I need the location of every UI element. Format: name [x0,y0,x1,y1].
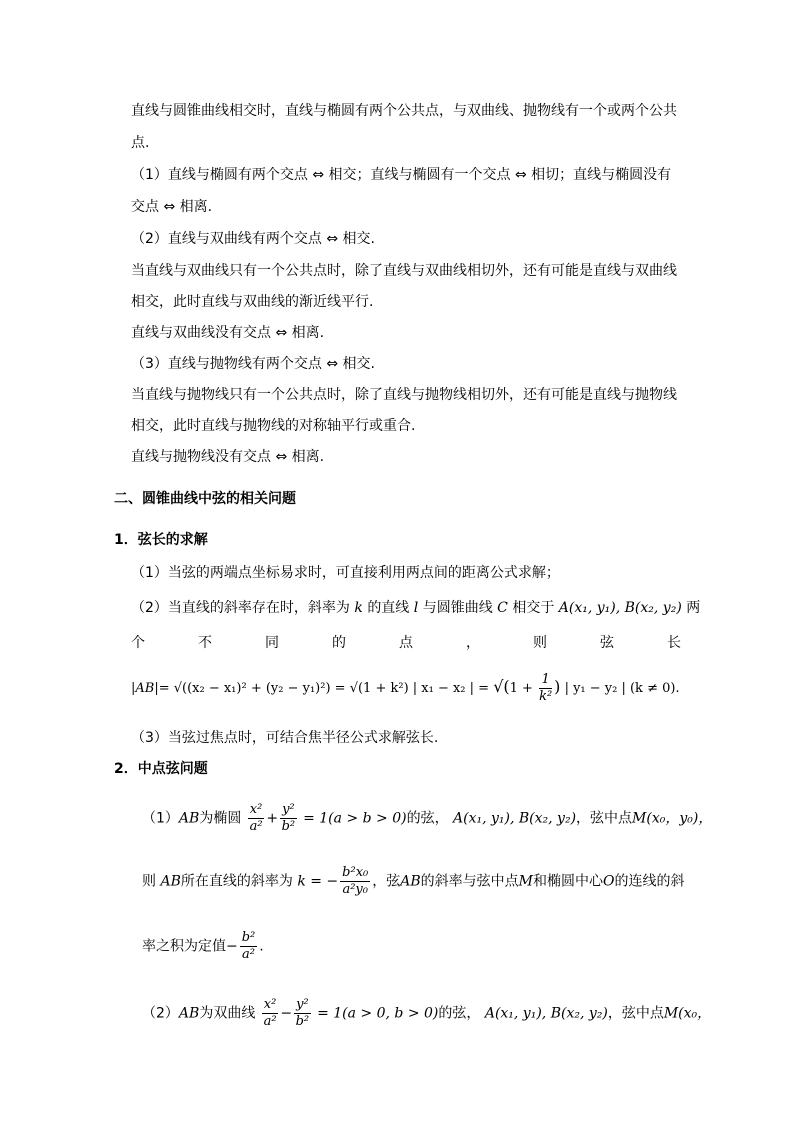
formula-tail: | y₁ − y₂ | (k ≠ 0). [564,681,680,696]
mp1-ab: AB [178,810,200,827]
chord-para-2-d: 相交于 [512,600,555,616]
mp2-m: M [518,873,533,890]
spread-word: ， [466,635,480,651]
chord-para-1: （1）当弦的两端点坐标易求时，可直接利用两点间的距离公式求解； [131,565,560,581]
midpoint-para-2 [142,865,684,898]
para-line-12: 直线与抛物线没有交点 ⇔ 相离. [131,449,325,465]
section-title: 二、圆锥曲线中弦的相关问题 [114,491,296,507]
mp1-ellipse: 为椭圆 [199,810,242,827]
mp2-a: 则 [142,873,156,890]
chord-para-3: （3）当弦过焦点时，可结合焦半径公式求解弦长. [131,730,439,746]
frac-b2x0-a2y0: $\frac{\text{b²x₀}}{\text{a²y₀}}$ [342,865,369,897]
spread-word: 同 [265,635,279,651]
para-line-7: 相交，此时直线与双曲线的渐近线平行. [131,294,374,310]
frac-x2-a2-h: $\frac{\text{x²}}{\text{a²}}$ [263,997,277,1029]
frac-b2-a2: $\frac{\text{b²}}{\text{a²}}$ [241,930,256,962]
mp4-m: M(x₀， [663,1005,712,1022]
formula-ab: |AB| [131,681,159,696]
para-line-2: 点. [131,135,150,151]
para-line-5: （2）直线与双曲线有两个交点 ⇔ 相交. [131,231,375,247]
spread-line [131,633,681,653]
line-l: l [413,600,419,616]
chord-para-2 [131,598,700,618]
formula-fraction: $\frac{1}{\text{k²}}$ [539,672,553,704]
spread-word: 个 [131,635,145,651]
mp2-ab2: AB [400,873,421,890]
mp4-pts: A(x₁, y₁), B(x₂, y₂) [484,1005,608,1022]
mp4-cond: = 1(a > 0, b > 0) [312,1005,439,1022]
midpoint-para-1: （1）AB为椭圆 $\frac{\text{x²}}{\text{a²}}$ + $\frac{\text{y²}}{\text{b²}}$ = 1(a > b > 0)的弦， A(x₁, y₁), B(x₂, y₂)，弦中点M(x₀，y₀)， [142,802,713,834]
mp1-pts: A(x₁, y₁), B(x₂, y₂) [453,810,577,827]
mp1-c: 的弦， [406,810,449,827]
chord-para-2-e: 两 [686,600,701,616]
mp4-d: ，弦中点 [607,1005,664,1022]
chord-para-2-c: 与圆锥曲线 [422,600,493,616]
mp1-cond: = 1(a > b > 0) [298,810,407,827]
subsection-2-title: 2．中点弦问题 [114,761,208,777]
mp1-label: （1） [142,810,179,827]
mp2-o: O [603,873,615,890]
spread-word: 长 [667,635,681,651]
para-line-10: 当直线与抛物线只有一个公共点时，除了直线与抛物线相切外，还有可能是直线与抛物线 [131,387,677,403]
frac-y2-b2-h: $\frac{\text{y²}}{\text{b²}}$ [295,997,310,1029]
spread-word: 则 [533,635,547,651]
formula-one-plus: 1 + [509,681,538,696]
mp2-k: k = − [297,873,339,890]
frac-y2-b2: $\frac{\text{y²}}{\text{b²}}$ [281,802,296,834]
chord-length-formula: |AB|= √((x₂ − x₁)² + (y₂ − y₁)²) = √(1 + k²) | x₁ − x₂ | = √(1 + $\frac{1}{\text{k²}}$ ) | y₁ − y₂ | (k ≠ 0). [131,672,680,704]
curve-c: C [497,600,508,616]
mp1-d: ，弦中点 [576,810,633,827]
mp2-f: 的连线的斜 [614,873,685,890]
mp1-m: M(x₀，y₀)， [632,810,713,827]
subsection-1-title: 1．弦长的求解 [114,532,208,548]
para-line-9: （3）直线与抛物线有两个交点 ⇔ 相交. [131,356,375,372]
formula-part-1: = √((x₂ − x₁)² + (y₂ − y₁)²) = √(1 + k²) | x₁ − x₂ | = [158,681,494,696]
spread-word: 的 [332,635,346,651]
mp4-c: 的弦， [438,1005,481,1022]
mp2-e: 和椭圆中心 [533,873,603,890]
points-ab: A(x₁, y₁), B(x₂, y₂) [558,600,682,616]
mp3-minus: − [226,938,238,955]
para-line-4: 交点 ⇔ 相离. [131,199,213,215]
para-line-1: 直线与圆锥曲线相交时，直线与椭圆有两个公共点，与双曲线、抛物线有一个或两个公共 [131,103,677,119]
midpoint-para-4: （2）AB为双曲线 $\frac{\text{x²}}{\text{a²}}$ − $\frac{\text{y²}}{\text{b²}}$ = 1(a > 0, b > 0)的弦， A(x₁, y₁), B(x₂, y₂)，弦中点M(x₀， [142,997,712,1029]
para-line-8: 直线与双曲线没有交点 ⇔ 相离. [131,325,325,341]
mp4-hyperbola: 为双曲线 [199,1005,256,1022]
para-line-3: （1）直线与椭圆有两个交点 ⇔ 相交；直线与椭圆有一个交点 ⇔ 相切；直线与椭圆没有 [131,167,672,183]
para-line-6: 当直线与双曲线只有一个公共点时，除了直线与双曲线相切外，还有可能是直线与双曲线 [131,263,677,279]
mp3-a: 率之积为定值 [142,938,226,955]
chord-para-2-a: （2）当直线的斜率存在时，斜率为 [131,600,350,616]
spread-word: 弦 [600,635,614,651]
chord-para-2-b: 的直线 [367,600,410,616]
mp2-b: 所在直线的斜率为 [180,873,293,890]
frac-x2-a2: $\frac{\text{x²}}{\text{a²}}$ [249,802,263,834]
spread-word: 点 [399,635,413,651]
spread-word: 不 [198,635,212,651]
mp2-d: 的斜率与弦中点 [420,873,519,890]
mp2-c: ，弦 [372,873,401,890]
para-line-11: 相交，此时直线与抛物线的对称轴平行或重合. [131,418,416,434]
midpoint-para-3: 率之积为定值− $\frac{\text{b²}}{\text{a²}}$ . [142,930,264,962]
slope-k: k [354,600,363,616]
mp2-ab: AB [160,873,181,890]
mp4-label: （2） [142,1005,179,1022]
mp4-ab: AB [178,1005,200,1022]
